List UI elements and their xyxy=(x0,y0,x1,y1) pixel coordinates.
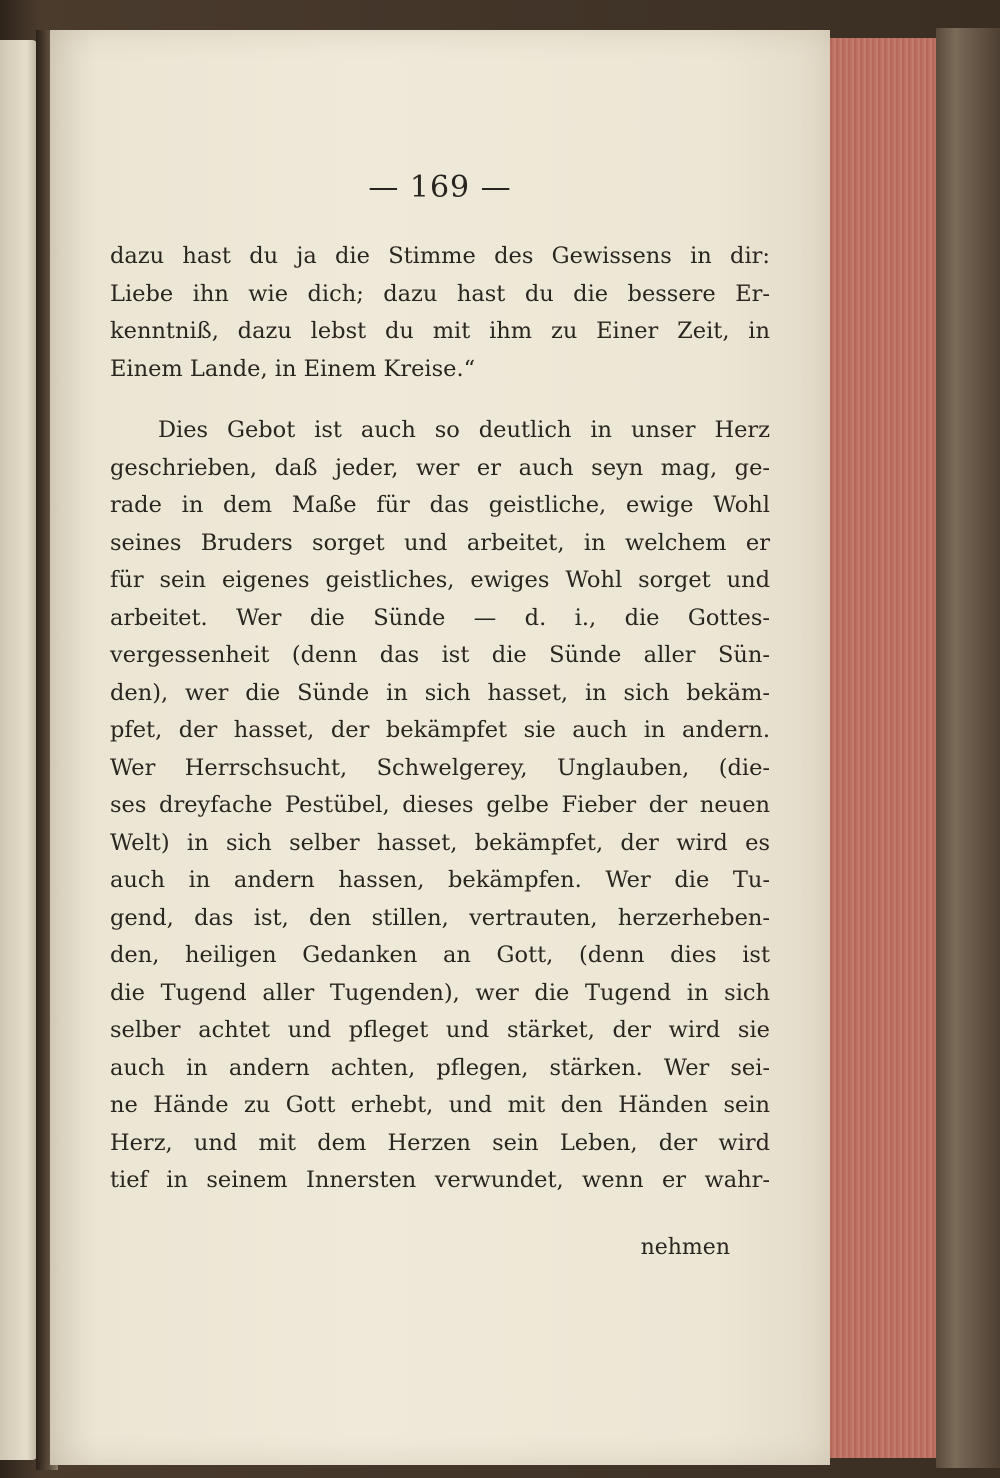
text-line: den), wer die Sünde in sich hasset, in sich bekäm- xyxy=(110,679,770,706)
text-line: pfet, der hasset, der bekämpfet sie auch in andern. xyxy=(110,717,770,743)
text-line: selber achtet und pfleget und stärket, der wird sie xyxy=(110,1017,770,1043)
text-line: geschrieben, daß jeder, wer er auch seyn mag, ge- xyxy=(110,454,770,481)
text-line: Wer Herrschsucht, Schwelgerey, Unglauben, (die- xyxy=(110,754,770,781)
text-line: gend, das ist, den stillen, vertrauten, herzerheben- xyxy=(110,904,770,931)
page-text xyxy=(110,238,770,1200)
text-line: Dies Gebot ist auch so deutlich in unser Herz xyxy=(158,417,770,443)
left-page-edge xyxy=(0,40,38,1460)
text-line: kenntniß, dazu lebst du mit ihm zu Einer Zeit, in xyxy=(110,318,770,344)
text-line: Herz, und mit dem Herzen sein Leben, der wird xyxy=(110,1129,770,1156)
text-line: vergessenheit (denn das ist die Sünde aller Sün- xyxy=(110,642,770,668)
text-line: auch in andern achten, pflegen, stärken. Wer sei- xyxy=(110,1054,770,1081)
paragraph xyxy=(110,412,770,1200)
text-line: auch in andern hassen, bekämpfen. Wer die Tu- xyxy=(110,867,770,893)
text-line: den, heiligen Gedanken an Gott, (denn dies ist xyxy=(110,942,770,968)
text-line: die Tugend aller Tugenden), wer die Tugend in sich xyxy=(110,979,770,1006)
book-page xyxy=(50,30,830,1465)
text-line: rade in dem Maße für das geistliche, ewige Wohl xyxy=(110,492,770,518)
text-line: ses dreyfache Pestübel, dieses gelbe Fieber der neuen xyxy=(110,792,770,818)
text-line: für sein eigenes geistliches, ewiges Wohl sorget und xyxy=(110,567,770,593)
paragraph xyxy=(110,238,770,388)
text-line: seines Bruders sorget und arbeitet, in welchem er xyxy=(110,529,770,556)
page-block-edge xyxy=(818,38,941,1458)
catchword: nehmen xyxy=(640,1235,730,1260)
text-line: Welt) in sich selber hasset, bekämpfet, der wird es xyxy=(110,829,770,856)
text-line: tief in seinem Innersten verwundet, wenn er wahr- xyxy=(110,1167,770,1193)
text-line: arbeitet. Wer die Sünde — d. i., die Gottes- xyxy=(110,604,770,631)
page-number: — 169 — xyxy=(368,170,512,205)
text-line: ne Hände zu Gott erhebt, und mit den Händen sein xyxy=(110,1092,770,1118)
text-line: Liebe ihn wie dich; dazu hast du die bessere Er- xyxy=(110,280,770,307)
text-line: dazu hast du ja die Stimme des Gewissens in dir: xyxy=(110,243,770,269)
book-cover-edge xyxy=(936,28,1000,1468)
text-line: Einem Lande, in Einem Kreise.“ xyxy=(110,355,476,382)
